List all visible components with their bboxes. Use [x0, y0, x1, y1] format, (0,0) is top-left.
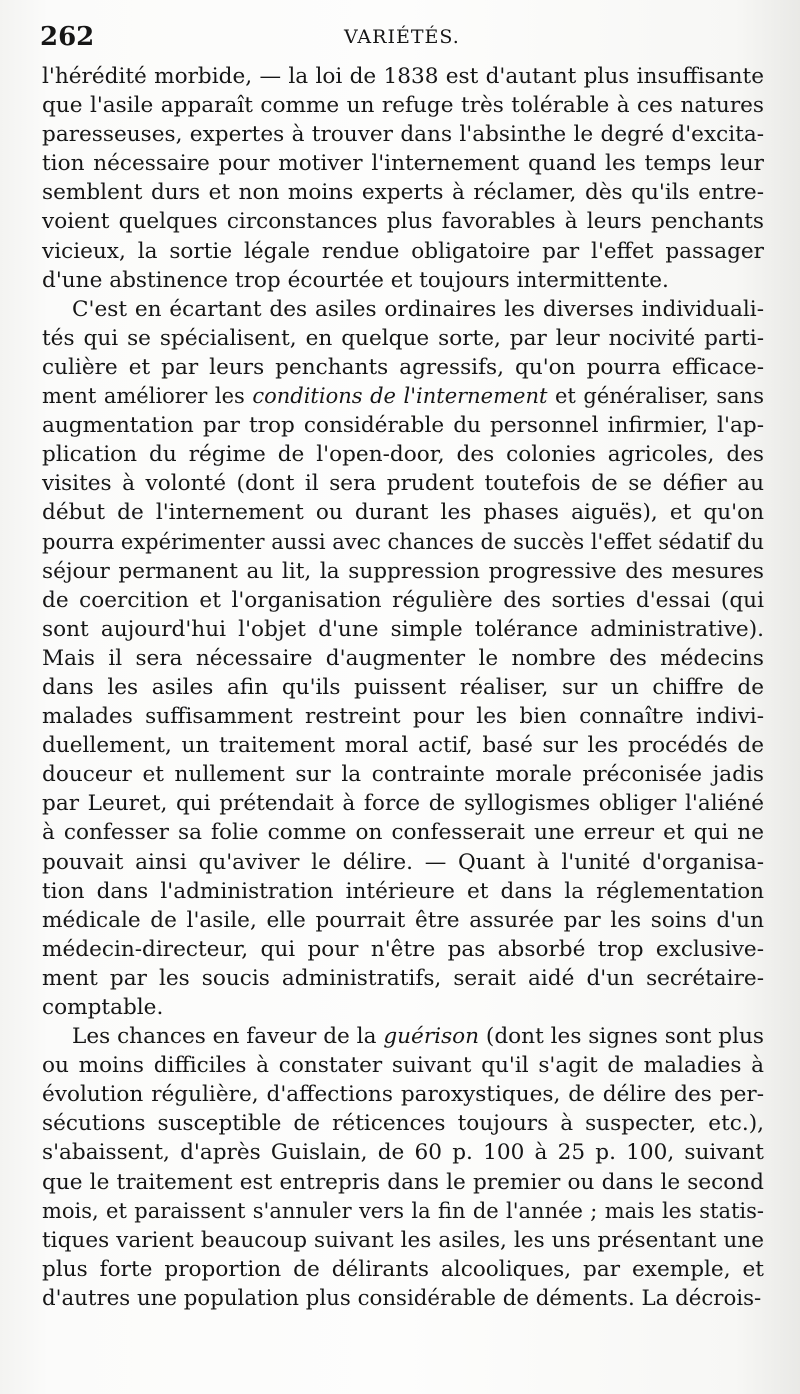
text-line [42, 993, 764, 1022]
text-line [42, 382, 764, 411]
text-line [42, 62, 764, 91]
text-line [42, 964, 764, 993]
text-run: tion dans l'administration intérieure et dans la réglementation [42, 878, 764, 904]
text-line [42, 1255, 764, 1284]
text-run: plus forte proportion de délirants alcooliques, par exemple, et [42, 1256, 764, 1282]
text-run: médicale de l'asile, elle pourrait être assurée par les soins d'un [42, 907, 764, 933]
page-number: 262 [40, 22, 95, 52]
text-line [42, 848, 764, 877]
text-run: (dont les signes sont plus [479, 1024, 764, 1050]
text-run: médecin-directeur, qui pour n'être pas absorbé trop exclusive- [42, 936, 764, 962]
text-run: l'hérédité morbide, — la loi de 1838 est d'autant plus insuffisante [42, 64, 764, 89]
italic-text: conditions de l'internement [252, 384, 548, 409]
text-run: séjour permanent au lit, la suppression progressive des mesures [42, 558, 764, 584]
text-run: et généraliser, sans [547, 384, 764, 409]
text-line [42, 1284, 764, 1313]
italic-text: guérison [383, 1024, 480, 1050]
text-run: duellement, un traitement moral actif, basé sur les procédés de [42, 733, 764, 759]
text-run: Les chances en faveur de la [72, 1024, 384, 1050]
text-run: d'autres une population plus considérable de déments. La décrois- [42, 1285, 762, 1311]
text-run: par Leuret, qui prétendait à force de syllogismes obliger l'aliéné [42, 791, 764, 817]
text-run: mois, et paraissent s'annuler vers la fin de l'année ; mais les statis- [42, 1198, 764, 1223]
text-run: comptable. [42, 995, 164, 1020]
text-line [42, 877, 764, 906]
text-run: voient quelques circonstances plus favorables à leurs penchants [42, 209, 764, 235]
page-header [40, 22, 760, 58]
text-line [42, 615, 764, 644]
text-line [42, 818, 764, 847]
text-line [42, 91, 764, 120]
text-line [42, 1109, 764, 1138]
body-text [42, 62, 764, 1313]
text-line [42, 324, 764, 353]
text-line [42, 789, 764, 818]
text-run: ment par les soucis administratifs, serait aidé d'un secrétaire- [42, 965, 764, 991]
text-line [42, 411, 764, 440]
text-run: douceur et nullement sur la contrainte morale préconisée jadis [42, 762, 764, 788]
text-run: début de l'internement ou durant les phases aiguës), et qu'on [42, 500, 764, 526]
text-run: pourra expérimenter aussi avec chances de succès l'effet sédatif du [42, 529, 764, 554]
text-run: malades suffisamment restreint pour les bien connaître indivi- [42, 704, 764, 730]
text-run: que le traitement est entrepris dans le premier ou dans le second [42, 1169, 764, 1195]
text-line [42, 528, 764, 557]
text-run: sont aujourd'hui l'objet d'une simple tolérance administrative). [42, 616, 764, 642]
text-line [42, 1168, 764, 1197]
text-run: de coercition et l'organisation régulière des sorties d'essai (qui [42, 587, 764, 613]
text-line [42, 731, 764, 760]
paragraph [42, 1022, 764, 1313]
text-run: d'une abstinence trop écourtée et toujours intermittente. [42, 267, 669, 293]
text-line [42, 266, 764, 295]
text-line [42, 1197, 764, 1226]
text-run: tés qui se spécialisent, en quelque sorte, par leur nocivité parti- [42, 325, 764, 351]
text-run: ment améliorer les [42, 384, 253, 409]
paragraph [42, 295, 764, 1022]
text-line [42, 295, 764, 324]
text-run: paresseuses, expertes à trouver dans l'absinthe le degré d'excita- [42, 122, 764, 148]
text-run: vicieux, la sortie légale rendue obligatoire par l'effet passager [42, 238, 764, 264]
text-line [42, 469, 764, 498]
text-line [42, 1051, 764, 1080]
text-run: augmentation par trop considérable du personnel infirmier, l'ap- [42, 413, 764, 439]
text-run: semblent durs et non moins experts à réclamer, dès qu'ils entre- [42, 180, 764, 206]
text-line [42, 440, 764, 469]
text-line [42, 178, 764, 207]
text-line [42, 673, 764, 702]
text-run: dans les asiles afin qu'ils puissent réaliser, sur un chiffre de [42, 674, 764, 700]
text-line [42, 207, 764, 236]
text-line [42, 149, 764, 178]
text-line [42, 1022, 764, 1051]
text-line [42, 1226, 764, 1255]
text-line [42, 702, 764, 731]
text-line [42, 760, 764, 789]
text-line [42, 1080, 764, 1109]
text-line [42, 120, 764, 149]
paragraph [42, 62, 764, 295]
text-line [42, 237, 764, 266]
text-line [42, 935, 764, 964]
text-run: à confesser sa folie comme on confesserait une erreur et qui ne [42, 820, 764, 846]
text-line [42, 498, 764, 527]
text-run: plication du régime de l'open-door, des colonies agricoles, des [42, 442, 764, 468]
text-line [42, 906, 764, 935]
text-run: sécutions susceptible de réticences toujours à suspecter, etc.), [42, 1111, 764, 1137]
text-run: tiques varient beaucoup suivant les asiles, les uns présentant une [42, 1227, 764, 1253]
text-run: visites à volonté (dont il sera prudent toutefois de se défier au [42, 471, 764, 497]
text-run: tion nécessaire pour motiver l'internement quand les temps leur [42, 151, 764, 177]
text-run: culière et par leurs penchants agressifs, qu'on pourra efficace- [42, 354, 764, 380]
text-run: Mais il sera nécessaire d'augmenter le nombre des médecins [42, 645, 764, 671]
text-run: ou moins difficiles à constater suivant qu'il s'agit de maladies à [42, 1053, 764, 1079]
text-run: évolution régulière, d'affections paroxystiques, de délire des per- [42, 1082, 764, 1108]
text-line [42, 353, 764, 382]
text-run: que l'asile apparaît comme un refuge très tolérable à ces natures [42, 93, 764, 119]
text-line [42, 557, 764, 586]
text-line [42, 1138, 764, 1167]
text-run: s'abaissent, d'après Guislain, de 60 p. 100 à 25 p. 100, suivant [42, 1140, 764, 1166]
running-title: VARIÉTÉS. [344, 26, 460, 48]
text-line [42, 586, 764, 615]
text-run: C'est en écartant des asiles ordinaires les diverses individuali- [72, 296, 764, 322]
text-line [42, 644, 764, 673]
text-run: pouvait ainsi qu'aviver le délire. — Quant à l'unité d'organisa- [42, 849, 764, 875]
